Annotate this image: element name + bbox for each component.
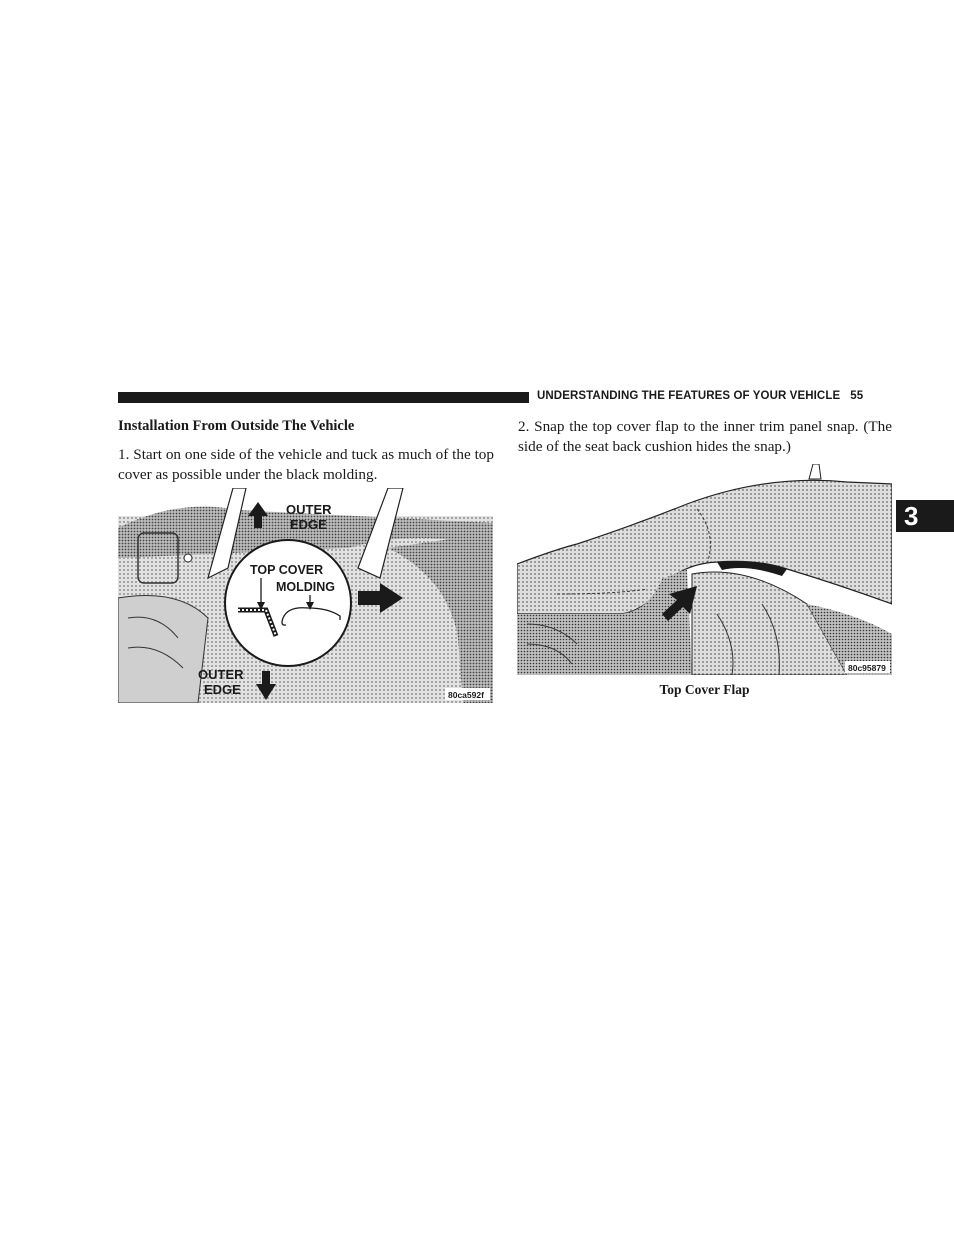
figure-install-outside xyxy=(118,488,493,703)
label-outer-edge-top-1: OUTER xyxy=(286,502,332,517)
figure-top-cover-flap xyxy=(517,464,892,675)
figure-code-1: 80ca592f xyxy=(448,690,484,700)
figure-code-2: 80c95879 xyxy=(848,663,886,673)
figure-caption: Top Cover Flap xyxy=(659,682,750,697)
label-outer-edge-top-2: EDGE xyxy=(290,517,327,532)
page-number: 55 xyxy=(850,390,864,402)
section-heading: Installation From Outside The Vehicle xyxy=(118,418,355,434)
running-header xyxy=(537,390,863,402)
section-title: UNDERSTANDING THE FEATURES OF YOUR VEHICLE xyxy=(537,390,841,402)
header-rule xyxy=(118,392,529,403)
label-top-cover: TOP COVER xyxy=(250,563,324,577)
figure-install-outside-illustration xyxy=(118,488,493,703)
figure-top-cover-flap-illustration xyxy=(517,464,892,675)
step-1-text: 1. Start on one side of the vehicle and tuck as much of the top cover as possible under the black molding. xyxy=(118,446,494,483)
label-outer-edge-bottom-2: EDGE xyxy=(204,682,241,697)
chapter-tab: 3 xyxy=(896,500,954,532)
step-2-text: 2. Snap the top cover flap to the inner trim panel snap. (The side of the seat back cushion hides the snap.) xyxy=(518,418,892,455)
label-outer-edge-bottom-1: OUTER xyxy=(198,667,244,682)
label-molding: MOLDING xyxy=(276,580,336,594)
